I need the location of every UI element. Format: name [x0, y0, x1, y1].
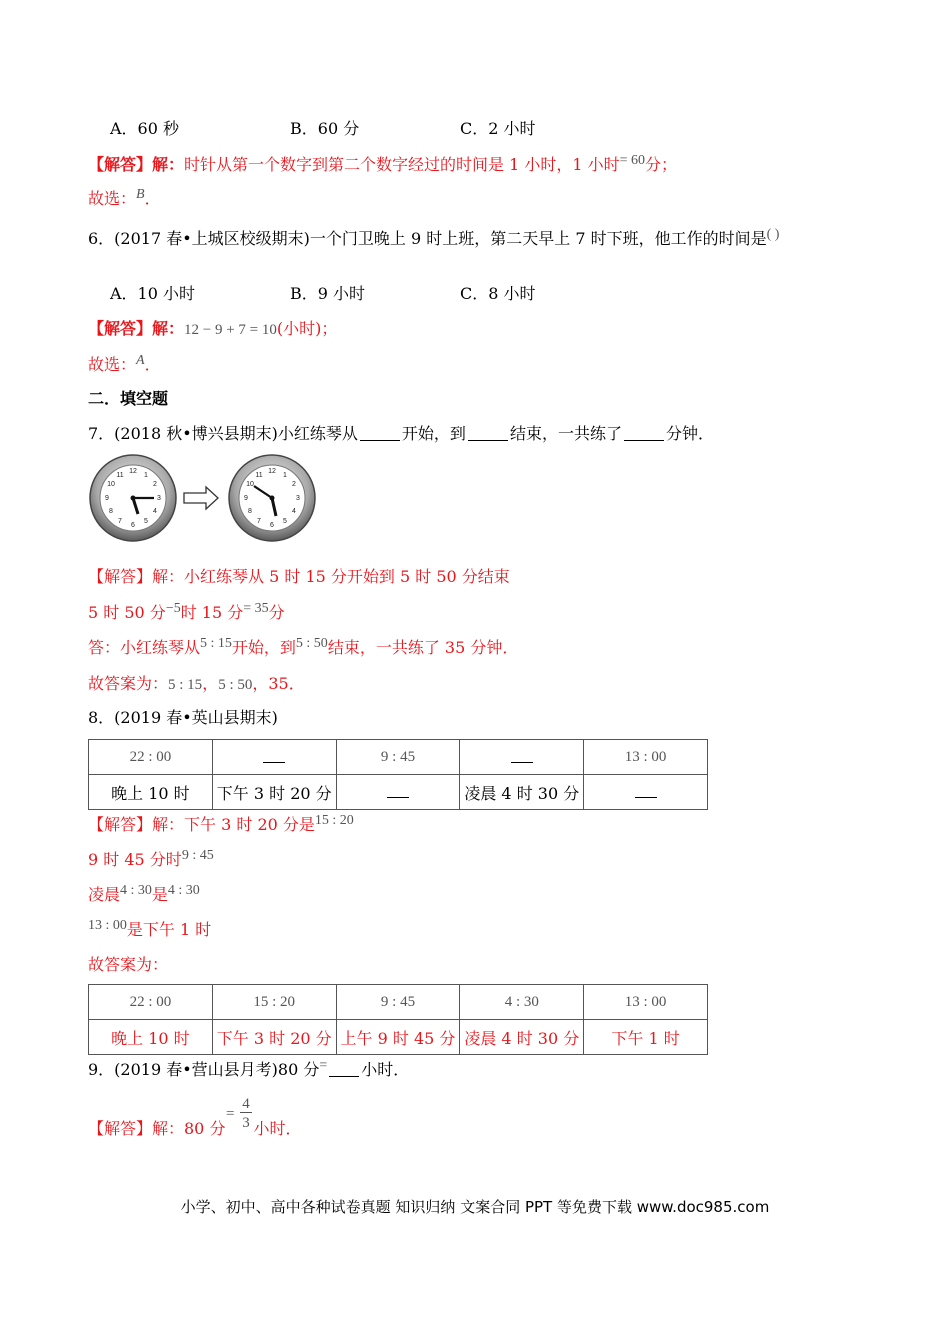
arrow-right-icon — [184, 487, 218, 509]
table-cell: 晚上 10 时 — [89, 775, 213, 810]
svg-text:8: 8 — [109, 508, 113, 515]
footer-text: 小学、初中、高中各种试卷真题 知识归纳 文案合同 PPT 等免费下载 www.doc985.com — [180, 1198, 770, 1216]
svg-text:7: 7 — [118, 518, 122, 525]
q7-l4sep: ， — [202, 674, 219, 693]
blank — [263, 750, 285, 763]
table-cell: 22 : 00 — [89, 985, 213, 1020]
q8-a4: 是下午 1 时 — [126, 920, 212, 939]
answer-prefix: 【解答】解： — [88, 155, 185, 174]
select-end: ． — [144, 355, 161, 374]
table-row — [89, 985, 708, 1020]
q5-answer-tail: 分； — [645, 155, 678, 174]
table-row — [89, 775, 708, 810]
q9-stem-b: 小时． — [361, 1060, 410, 1079]
table-cell-blank — [584, 775, 708, 810]
answer-prefix: 【解答】解： — [88, 319, 185, 338]
q8-a1m: 15 : 20 — [314, 813, 354, 828]
q7-l2m1: −5 — [165, 601, 181, 616]
q7-answer-line1: 【解答】解：小红练琴从 5 时 15 分开始到 5 时 50 分结束 — [88, 567, 510, 586]
svg-text:12: 12 — [268, 468, 276, 475]
svg-text:7: 7 — [257, 518, 261, 525]
svg-text:6: 6 — [131, 522, 135, 529]
q6-select — [88, 354, 161, 378]
q7-l3m1: 5 : 15 — [200, 636, 232, 651]
q8-a4m: 13 : 00 — [88, 918, 127, 933]
q8-a2: 9 时 45 分时 — [88, 850, 182, 869]
svg-text:9: 9 — [105, 495, 109, 502]
q8-a1: 【解答】解：下午 3 时 20 分是 — [88, 815, 315, 834]
svg-text:2: 2 — [292, 481, 296, 488]
clocks-illustration — [88, 452, 320, 544]
table-row — [89, 1020, 708, 1055]
blank — [624, 424, 664, 441]
blank — [387, 785, 409, 798]
q5-answer-text: 时针从第一个数字到第二个数字经过的时间是 1 小时，1 小时 — [184, 155, 620, 174]
q6-answer-tail: (小时)； — [276, 319, 338, 338]
svg-text:5: 5 — [144, 518, 148, 525]
q7-stem-a: 7．(2018 秋•博兴县期末)小红练琴从 — [88, 424, 358, 443]
q7-stem-d: 分钟． — [665, 424, 714, 443]
q7-answer-line2 — [88, 602, 285, 626]
select-end: ． — [144, 189, 161, 208]
q7-l3a: 答：小红练琴从 — [88, 638, 201, 657]
q5-option-c: C．2 小时 — [460, 119, 536, 138]
q7-l2a: 5 时 50 分 — [88, 603, 166, 622]
q7-answer-line3 — [88, 637, 518, 661]
q7-answer-line4 — [88, 673, 305, 696]
q9-den: 3 — [242, 1115, 250, 1131]
svg-text:6: 6 — [270, 522, 274, 529]
svg-text:5: 5 — [283, 518, 287, 525]
q9-stem — [88, 1059, 409, 1083]
svg-text:3: 3 — [157, 495, 161, 502]
svg-text:4: 4 — [153, 508, 157, 515]
svg-text:9: 9 — [244, 495, 248, 502]
q7-l3b: 开始，到 — [231, 638, 296, 657]
q5-option-b: B．60 分 — [290, 119, 360, 138]
q6-stem-text: 6．(2017 春•上城区校级期末)一个门卫晚上 9 时上班，第二天早上 7 时下班，他工作的时间是 — [88, 229, 767, 248]
q8-table-answer — [88, 984, 708, 1055]
section-title: 二．填空题 — [88, 389, 169, 408]
q8-table-question — [88, 739, 708, 810]
svg-text:8: 8 — [248, 508, 252, 515]
q5-answer-math: = 60 — [619, 153, 646, 168]
q7-l2m2: = 35 — [243, 601, 269, 616]
table-cell: 13 : 00 — [584, 740, 708, 775]
q8-answer-line3 — [88, 884, 200, 908]
q6-answer-math: 12 − 9 + 7 = 10 — [184, 322, 277, 338]
svg-text:1: 1 — [144, 472, 148, 479]
q9-ans-b: 小时． — [253, 1119, 302, 1138]
svg-text:10: 10 — [107, 481, 115, 488]
q8-answer-line1 — [88, 814, 354, 838]
q7-stem-c: 结束，一共练了 — [509, 424, 622, 443]
svg-text:11: 11 — [116, 472, 124, 479]
table-cell: 9 : 45 — [336, 740, 460, 775]
q7-l4a: 故答案为： — [88, 674, 169, 693]
blank — [511, 750, 533, 763]
table-cell: 4 : 30 — [460, 985, 584, 1020]
table-cell: 22 : 00 — [89, 740, 213, 775]
q5-option-a: A．60 秒 — [110, 119, 180, 138]
q7-l2c: 分 — [268, 603, 285, 622]
q6-option-c: C．8 小时 — [460, 284, 536, 303]
q8-a3t2: 是 — [151, 885, 168, 904]
table-cell-blank — [460, 740, 584, 775]
q7-stem — [88, 423, 714, 445]
table-cell: 上午 9 时 45 分 — [336, 1020, 460, 1055]
blank — [360, 424, 400, 441]
q9-stem-a: 9．(2019 春•营山县月考)80 分 — [88, 1060, 320, 1079]
clock-start-icon — [90, 455, 176, 541]
select-label: 故选： — [88, 189, 137, 208]
table-cell: 下午 3 时 20 分 — [212, 775, 336, 810]
q9-eq: = — [226, 1106, 235, 1122]
q8-a3t1: 凌晨 — [88, 885, 121, 904]
table-cell-blank — [336, 775, 460, 810]
q9-num: 4 — [240, 1096, 252, 1113]
blank — [635, 785, 657, 798]
q6-paren: ( ) — [766, 227, 780, 242]
table-cell-blank — [212, 740, 336, 775]
q6-answer — [88, 318, 337, 341]
svg-text:3: 3 — [296, 495, 300, 502]
blank — [468, 424, 508, 441]
table-cell: 15 : 20 — [212, 985, 336, 1020]
table-cell: 9 : 45 — [336, 985, 460, 1020]
q6-option-b: B．9 小时 — [290, 284, 366, 303]
svg-text:10: 10 — [246, 481, 254, 488]
q7-l4m2: 5 : 50 — [218, 677, 253, 693]
q9-stem-math: = — [319, 1058, 328, 1073]
table-cell: 晚上 10 时 — [89, 1020, 213, 1055]
q8-answer-line4 — [88, 919, 211, 943]
q7-l3m2: 5 : 50 — [295, 636, 328, 651]
q7-l3c: 结束，一共练了 35 分钟． — [327, 638, 519, 657]
svg-text:2: 2 — [153, 481, 157, 488]
svg-text:1: 1 — [283, 472, 287, 479]
q7-stem-b: 开始，到 — [401, 424, 466, 443]
q5-answer — [88, 154, 677, 178]
table-cell: 凌晨 4 时 30 分 — [460, 775, 584, 810]
q7-l4c: ，35． — [252, 674, 305, 693]
q8-a2m: 9 : 45 — [181, 848, 214, 863]
svg-text:12: 12 — [129, 468, 137, 475]
clock-end-icon — [229, 455, 315, 541]
q6-stem — [88, 228, 779, 252]
q5-select — [88, 188, 161, 212]
q9-answer — [88, 1118, 301, 1140]
table-row — [89, 740, 708, 775]
q8-answer-line5: 故答案为： — [88, 955, 169, 974]
blank — [329, 1060, 359, 1077]
q6-option-a: A．10 小时 — [110, 284, 196, 303]
table-cell: 13 : 00 — [584, 985, 708, 1020]
q8-a3m1: 4 : 30 — [120, 883, 152, 898]
q8-stem: 8．(2019 春•英山县期末) — [88, 708, 278, 727]
table-cell: 下午 1 时 — [584, 1020, 708, 1055]
q8-answer-line2 — [88, 849, 214, 873]
q8-a3m2: 4 : 30 — [167, 883, 200, 898]
q9-ans-a: 【解答】解：80 分 — [88, 1119, 226, 1138]
table-cell: 凌晨 4 时 30 分 — [460, 1020, 584, 1055]
svg-text:11: 11 — [255, 472, 263, 479]
q7-l4m1: 5 : 15 — [168, 677, 203, 693]
select-label: 故选： — [88, 355, 137, 374]
table-cell: 下午 3 时 20 分 — [212, 1020, 336, 1055]
select-value: A — [136, 353, 145, 368]
q7-l2b: 时 15 分 — [180, 603, 244, 622]
select-value: B — [136, 187, 145, 202]
svg-text:4: 4 — [292, 508, 296, 515]
